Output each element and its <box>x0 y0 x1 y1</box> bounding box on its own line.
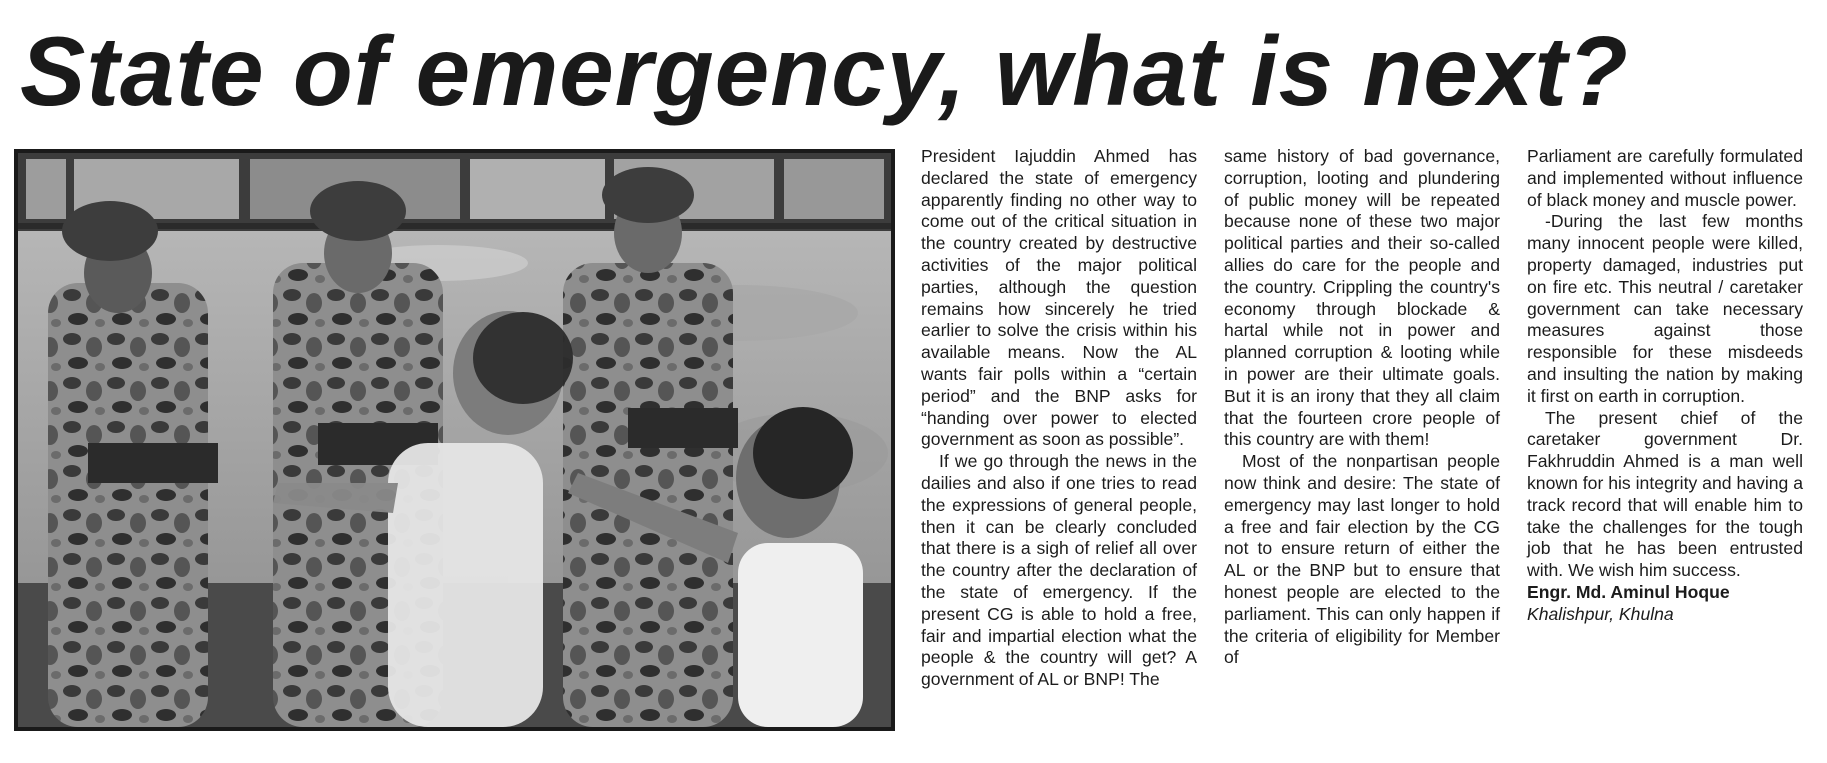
paragraph: If we go through the news in the dailies and also if one tries to read the expressions of general people, then it can be clearly concluded that there is a sigh of relief all over the country after the declaration of the state of emergency. If the present CG is able to hold a free, fair and impartial election what the people & the country will get? A government of AL or BNP! The <box>921 451 1197 690</box>
paragraph: Parliament are carefully formulated and implemented without influence of black money and muscle power. <box>1527 146 1803 210</box>
author-location: Khalishpur, Khulna <box>1527 603 1674 624</box>
author-name: Engr. Md. Aminul Hoque <box>1527 581 1730 602</box>
article-column-3 <box>1527 146 1803 626</box>
article-column-2 <box>1224 146 1500 669</box>
paragraph: Most of the nonpartisan people now think and desire: The state of emergency may last longer to hold a free and fair election by the CG not to ensure return of either the AL or the BNP but to ensure that honest people are elected to the parliament. This can only happen if the criteria of eligibility for Member of <box>1224 451 1500 668</box>
news-photo-soldiers-and-children <box>14 149 895 731</box>
article-column-1 <box>921 146 1197 691</box>
paragraph: President Iajuddin Ahmed has declared the state of emergency apparently finding no other way to come out of the critical situation in the country created by destructive activities of the major political parties, although the question remains how sincerely he tried earlier to solve the crisis within his available means. Now the AL wants fair polls within a “certain period” and the BNP asks for “handing over power to elected government as soon as possible”. <box>921 146 1197 450</box>
paragraph: -During the last few months many innocent people were killed, property damaged, industries put on fire etc. This neutral / caretaker government can take necessary measures against those responsible for these misdeeds and insulting the nation by making it first on earth in corruption. <box>1527 211 1803 406</box>
paragraph: The present chief of the caretaker government Dr. Fakhruddin Ahmed is a man well known for his integrity and having a track record that will enable him to take the challenges for the tough job that he has been entrusted with. We wish him success. <box>1527 407 1803 581</box>
paragraph: same history of bad governance, corruption, looting and plundering of public money will be repeated because none of these two major political parties and their so-called allies do care for the people and the country. Crippling the country's economy through blockade & hartal while not in power and planned corruption & looting while in power are their ultimate goals. But it is an irony that they all claim that the fourteen crore people of this country are with them! <box>1224 146 1500 450</box>
headline: State of emergency, what is next? <box>20 16 1629 126</box>
